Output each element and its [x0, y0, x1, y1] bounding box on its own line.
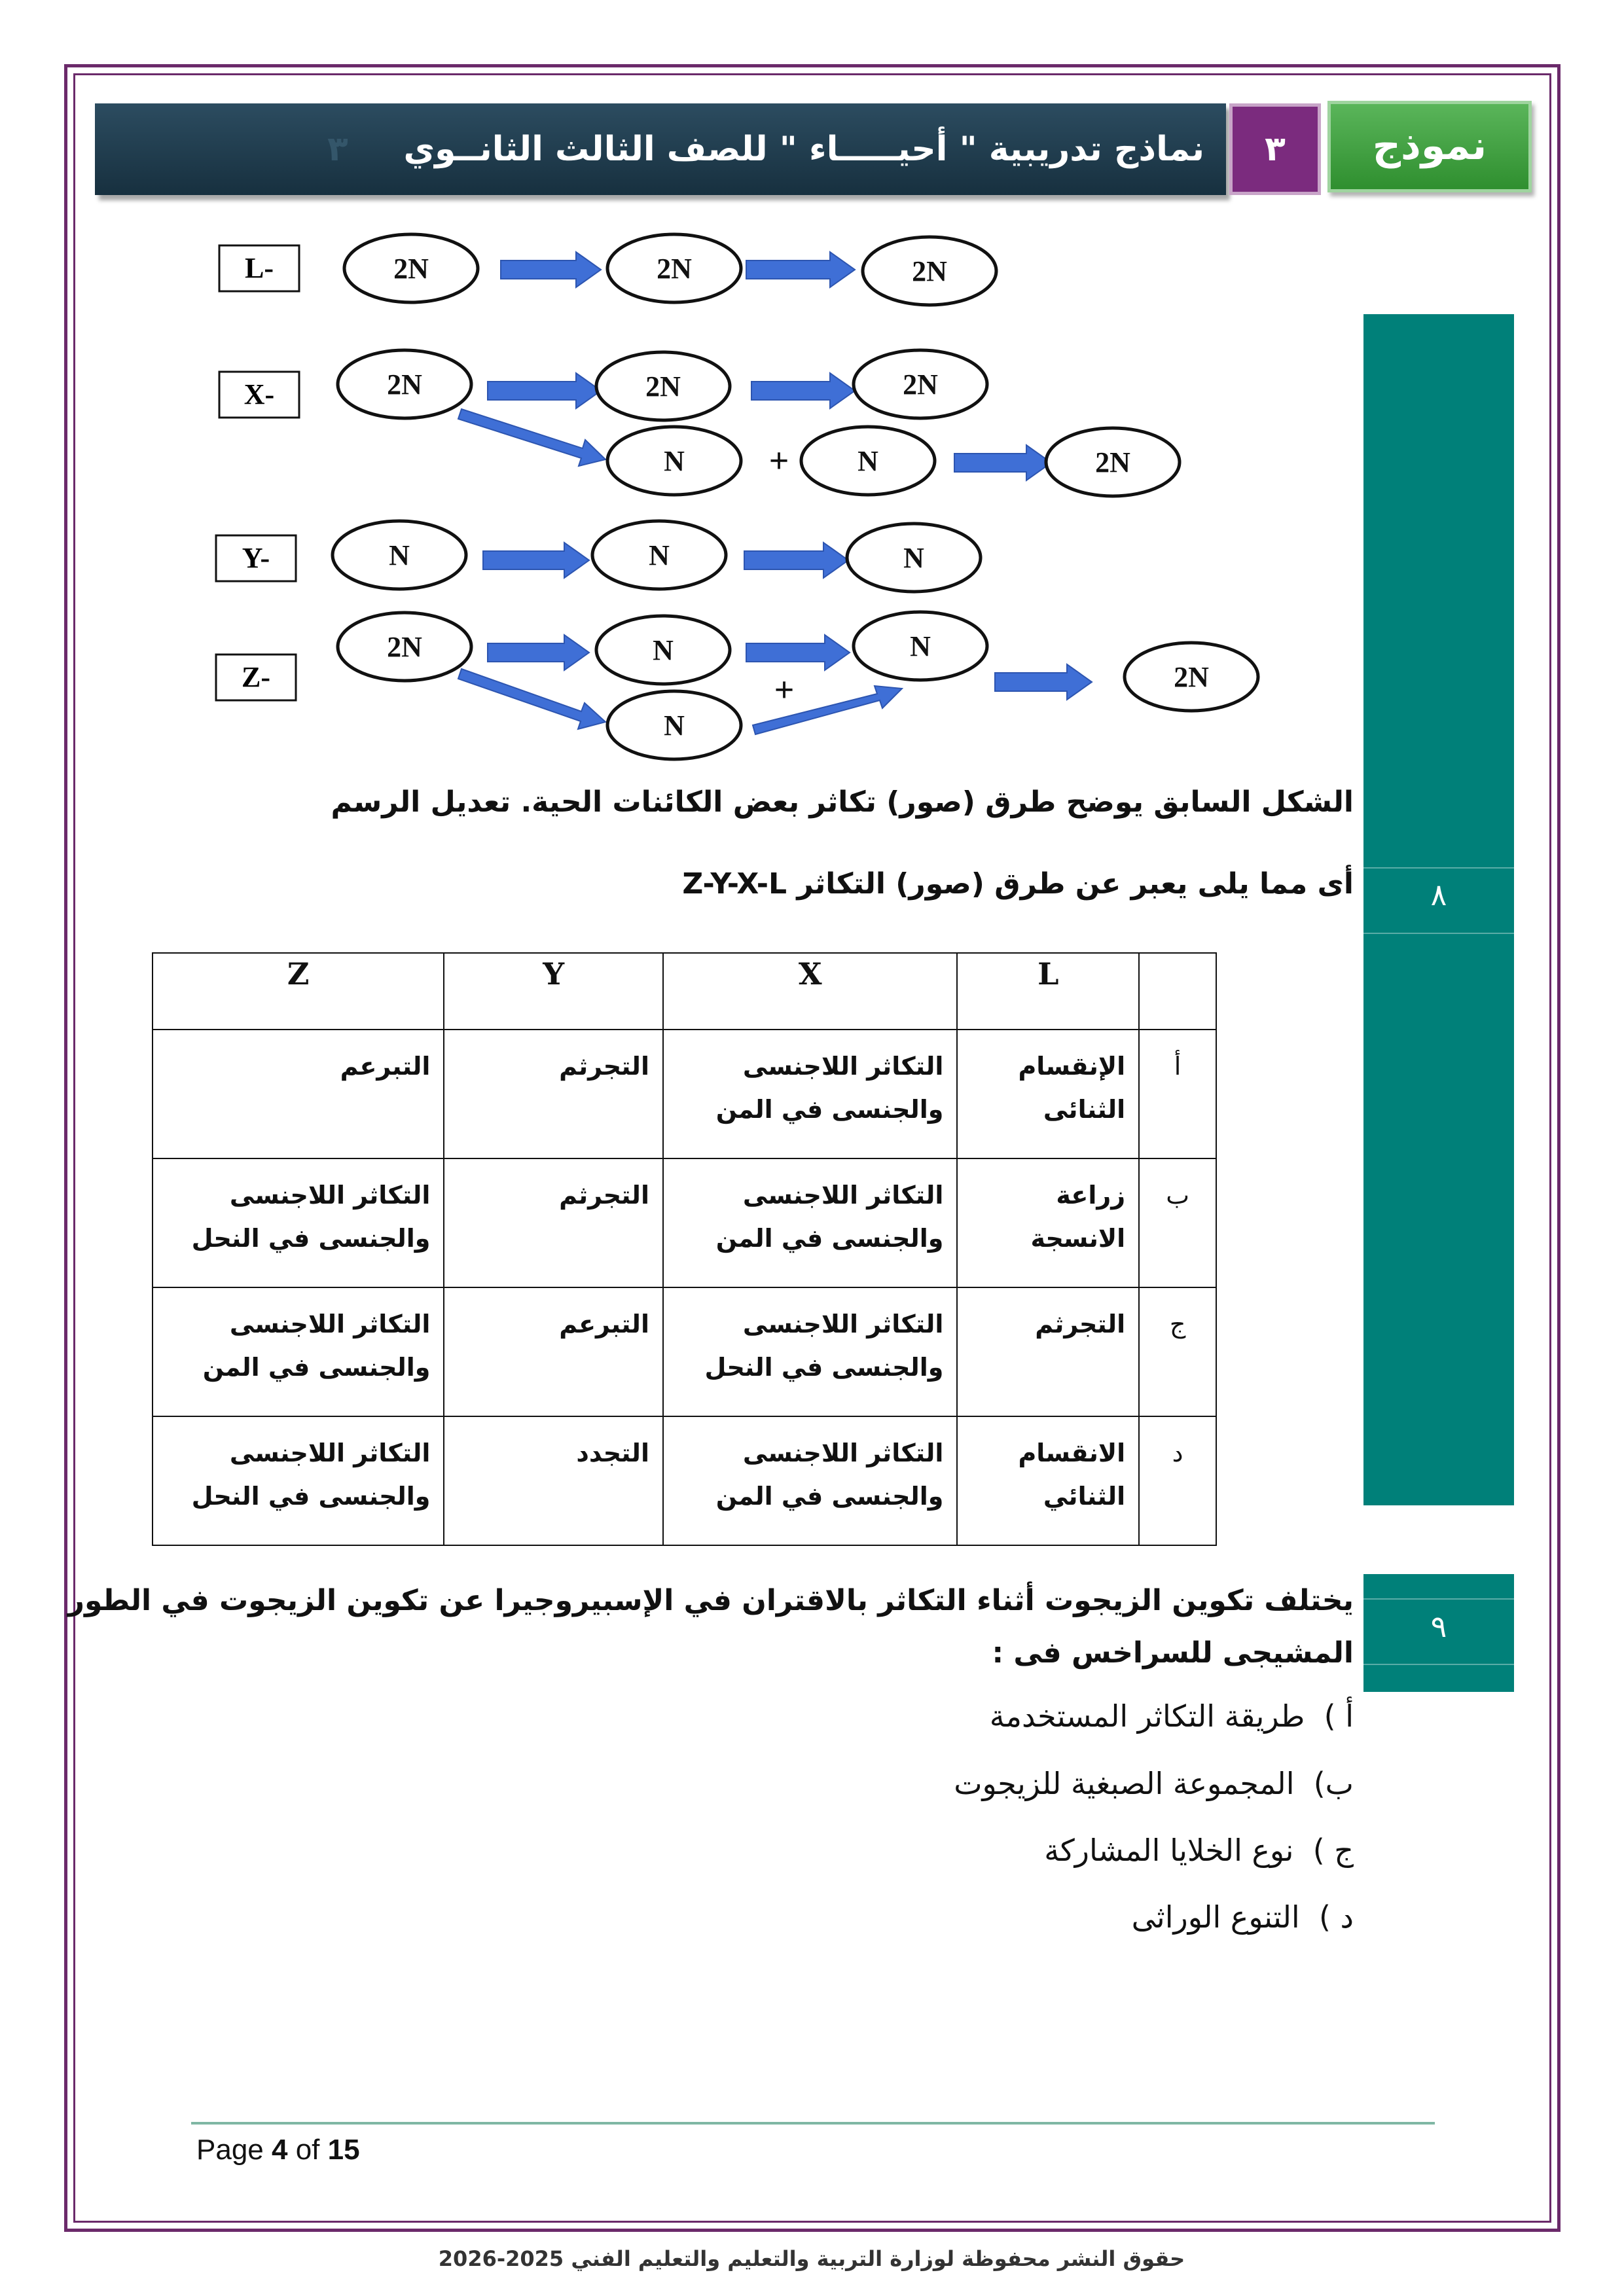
svg-text:2N: 2N	[912, 255, 947, 287]
table-header-row	[153, 953, 1216, 1030]
arrow-X-1	[488, 373, 601, 408]
diagram-label-Z	[216, 655, 296, 700]
arrow-L-1	[501, 252, 601, 287]
svg-text:N: N	[910, 630, 931, 662]
svg-text:Y-: Y-	[242, 542, 270, 574]
plus-sign-X: +	[768, 441, 789, 480]
page-number: Page 4 of 15	[196, 2134, 360, 2166]
column-header-Z: Z	[153, 953, 444, 1030]
cell-Y: التبرعم	[444, 1287, 663, 1416]
header-title-number: ٣	[327, 130, 348, 169]
question8-band-divider-bottom	[1363, 933, 1514, 934]
cell-X: التكاثر اللاجنسى والجنسى في المن	[663, 1030, 957, 1158]
cell-Y: التجدد	[444, 1416, 663, 1545]
question9-text-line2: المشيجى للسراخس فى :	[992, 1636, 1354, 1670]
svg-text:2N: 2N	[645, 370, 681, 403]
question9-band-divider-bottom	[1363, 1664, 1514, 1665]
header-title: نماذج تدريبية " أحيـــــاء " للصف الثالث الثانــوي	[403, 130, 1204, 169]
question9-option-a[interactable]	[990, 1698, 1354, 1734]
diagram-label-X	[219, 372, 299, 418]
option-letter[interactable]: أ	[1139, 1030, 1216, 1158]
cell-X: التكاثر اللاجنسى والجنسى في المن	[663, 1416, 957, 1545]
svg-text:2N: 2N	[1095, 446, 1130, 478]
arrow-Z-3	[995, 664, 1092, 700]
question9-band-divider-top	[1363, 1598, 1514, 1600]
svg-text:2N: 2N	[387, 631, 422, 663]
option-text: التنوع الوراثى	[1131, 1899, 1300, 1935]
arrow-Z-1	[488, 635, 589, 670]
question8-band-divider-top	[1363, 867, 1514, 869]
column-header-Y: Y	[444, 953, 663, 1030]
arrow-X-2	[751, 373, 855, 408]
option-letter: د )	[1318, 1899, 1354, 1935]
cell-Z: التكاثر اللاجنسى والجنسى في المن	[153, 1287, 444, 1416]
cell-L: التجرثم	[957, 1287, 1139, 1416]
diagram-label-Y	[216, 535, 296, 581]
table-row[interactable]	[153, 1158, 1216, 1287]
arrow-X-diag	[458, 409, 605, 466]
cell-L: زراعة الانسجة	[957, 1158, 1139, 1287]
table-row[interactable]	[153, 1287, 1216, 1416]
arrow-Y-2	[744, 543, 848, 578]
question9-option-d[interactable]	[1132, 1899, 1354, 1935]
svg-text:N: N	[857, 445, 878, 477]
arrow-X-3	[954, 445, 1051, 480]
cell-Z: التكاثر اللاجنسى والجنسى في النحل	[153, 1416, 444, 1545]
question8-prompt: أى مما يلى يعبر عن طرق (صور) التكاثر Z-Y-X-L	[682, 867, 1354, 901]
footer-divider	[191, 2122, 1435, 2125]
svg-text:2N: 2N	[393, 253, 429, 285]
svg-text:N: N	[664, 445, 685, 477]
cell-Z: التبرعم	[153, 1030, 444, 1158]
question9-option-b[interactable]	[954, 1766, 1354, 1801]
question9-option-c[interactable]	[1044, 1833, 1354, 1868]
svg-text:N: N	[903, 542, 924, 574]
option-text: طريقة التكاثر المستخدمة	[989, 1698, 1305, 1734]
copyright-notice: حقوق النشر محفوظة لوزارة التربية والتعليم والتعليم الفني 2025-2026	[438, 2246, 1185, 2271]
reproduction-diagram	[0, 0, 1624, 772]
arrow-Y-1	[483, 543, 589, 578]
arrow-Z-diag	[458, 669, 605, 729]
cell-Y: التجرثم	[444, 1030, 663, 1158]
svg-text:2N: 2N	[387, 368, 422, 401]
svg-text:2N: 2N	[903, 368, 938, 401]
question8-caption: الشكل السابق يوضح طرق (صور) تكاثر بعض الكائنات الحية. تعديل الرسم	[331, 785, 1354, 819]
option-text: المجموعة الصبغية للزيجوت	[954, 1766, 1295, 1801]
svg-text:Z-: Z-	[242, 661, 270, 693]
model-label-badge: نموذج	[1327, 101, 1532, 192]
model-number-badge: ٣	[1229, 103, 1321, 195]
question8-answer-table	[152, 952, 1217, 1546]
svg-text:2N: 2N	[1174, 661, 1209, 693]
plus-sign-Z: +	[774, 670, 795, 709]
table-row[interactable]	[153, 1030, 1216, 1158]
option-letter[interactable]: ج	[1139, 1287, 1216, 1416]
question9-number: ٩	[1430, 1609, 1447, 1644]
svg-text:N: N	[389, 539, 410, 571]
svg-text:L-: L-	[245, 252, 274, 284]
cell-L: الإنقسام الثنائى	[957, 1030, 1139, 1158]
question8-number: ٨	[1430, 877, 1447, 912]
column-header-L: L	[957, 953, 1139, 1030]
table-row[interactable]	[153, 1416, 1216, 1545]
diagram-label-L	[219, 245, 299, 291]
column-header-letter	[1139, 953, 1216, 1030]
option-letter[interactable]: ب	[1139, 1158, 1216, 1287]
arrow-L-2	[746, 252, 855, 287]
option-letter: ج )	[1312, 1833, 1354, 1868]
svg-text:N: N	[653, 634, 674, 666]
question9-text-line1: يختلف تكوين الزيجوت أثناء التكاثر بالاقتران في الإسبيروجيرا عن تكوين الزيجوت في الطور	[67, 1584, 1354, 1617]
svg-text:2N: 2N	[657, 253, 692, 285]
option-letter: ب)	[1313, 1766, 1354, 1801]
arrow-Z-2	[746, 635, 850, 670]
column-header-X: X	[663, 953, 957, 1030]
svg-text:X-: X-	[244, 378, 275, 410]
option-letter: أ )	[1324, 1698, 1354, 1734]
svg-text:N: N	[664, 709, 685, 742]
svg-text:N: N	[649, 539, 670, 571]
option-text: نوع الخلايا المشاركة	[1044, 1833, 1294, 1868]
cell-X: التكاثر اللاجنسى والجنسى في المن	[663, 1158, 957, 1287]
cell-Z: التكاثر اللاجنسى والجنسى في النحل	[153, 1158, 444, 1287]
cell-X: التكاثر اللاجنسى والجنسى في النحل	[663, 1287, 957, 1416]
option-letter[interactable]: د	[1139, 1416, 1216, 1545]
cell-Y: التجرثم	[444, 1158, 663, 1287]
cell-L: الانقسام الثنائي	[957, 1416, 1139, 1545]
